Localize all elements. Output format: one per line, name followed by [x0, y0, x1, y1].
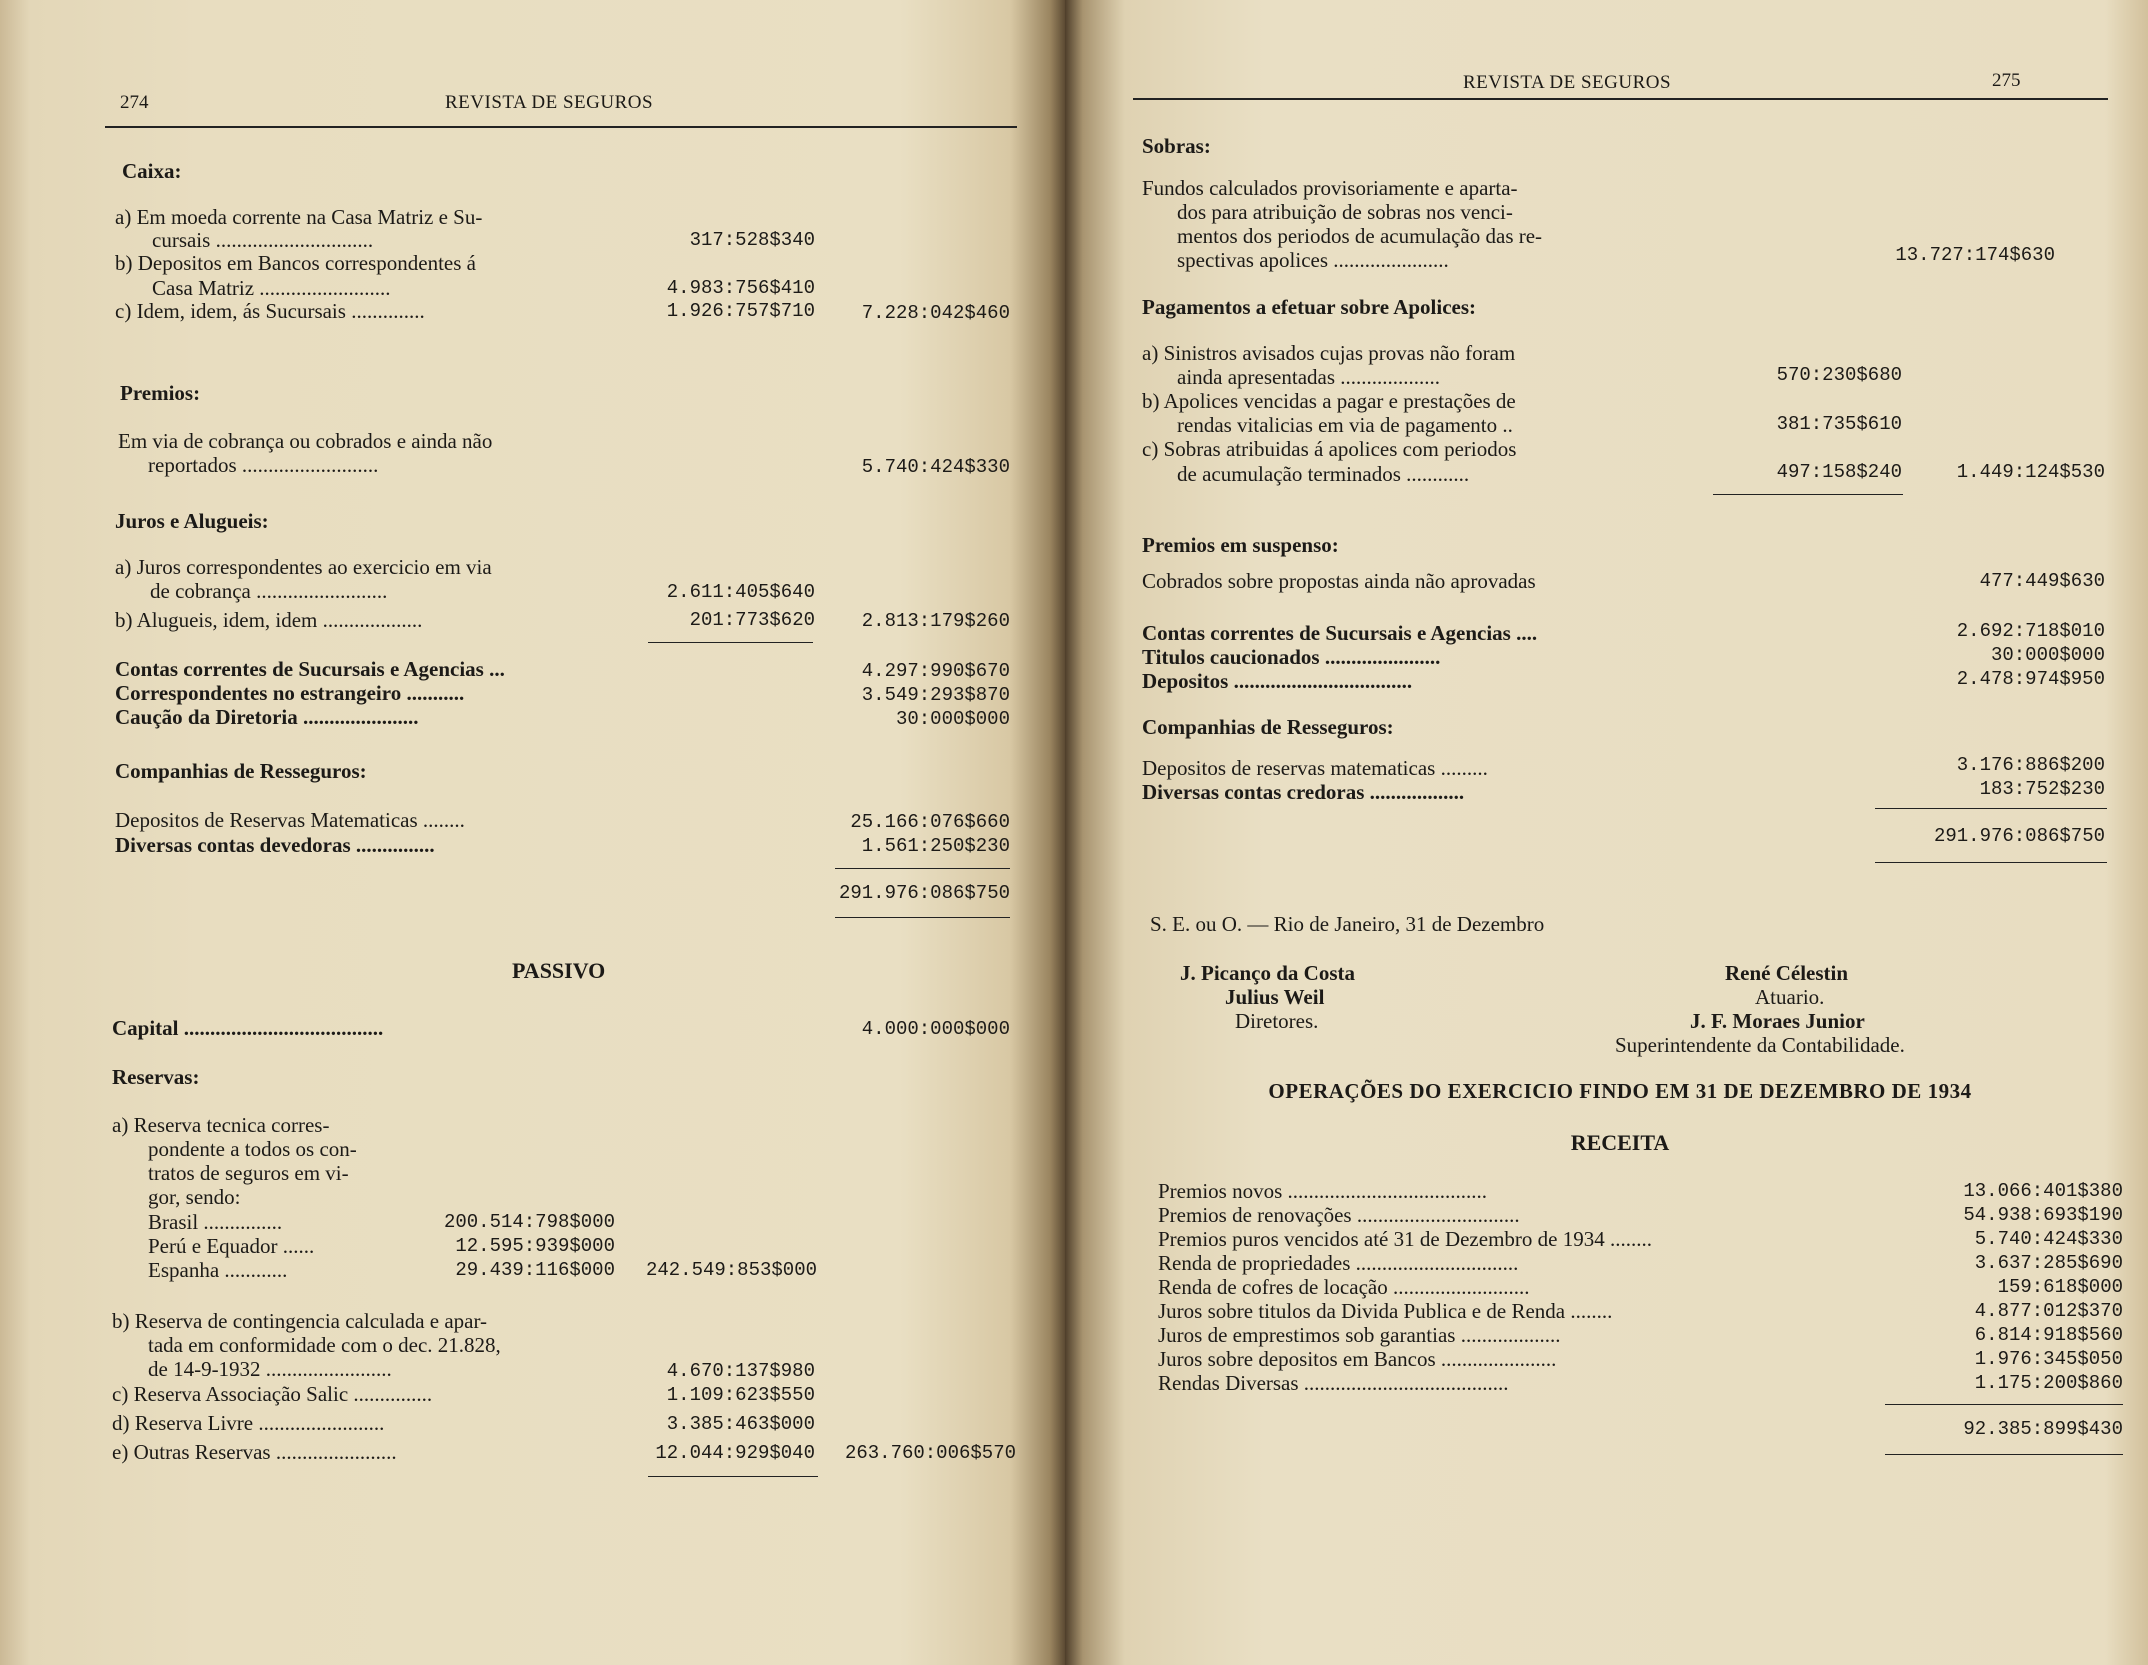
- receita-item-label: Premios novos ......................................: [1158, 1179, 1488, 1203]
- reservas-a-line3: tratos de seguros em vi-: [148, 1161, 349, 1185]
- juros-sum-rule: [648, 642, 813, 643]
- section-heading-resseguros: Companhias de Resseguros:: [1142, 715, 1394, 739]
- section-heading-reservas: Reservas:: [112, 1065, 200, 1089]
- contas-correntes-label: Contas correntes de Sucursais e Agencias ....: [1142, 621, 1538, 645]
- sobras-line1: Fundos calculados provisoriamente e aparta-: [1142, 176, 1518, 200]
- sobras-line3: mentos dos periodos de acumulação das re-: [1177, 224, 1543, 248]
- grand-total: 291.976:086$750: [1933, 825, 2105, 847]
- titulos-value: 30:000$000: [1990, 644, 2105, 666]
- pagamentos-b-line1: b) Apolices vencidas a pagar e prestações de: [1142, 389, 1516, 413]
- signer-role-superintendente: Superintendente da Contabilidade.: [1615, 1033, 1905, 1057]
- resseguros-diversas-value: 183:752$230: [1979, 778, 2105, 800]
- grand-total-rule-top: [1875, 808, 2107, 809]
- juros-a-value: 2.611:405$640: [666, 581, 815, 603]
- operacoes-title: OPERAÇÕES DO EXERCICIO FINDO EM 31 DE DEZEMBRO DE 1934: [1268, 1079, 1972, 1103]
- running-head: REVISTA DE SEGUROS: [445, 92, 654, 113]
- caixa-total: 7.228:042$460: [861, 302, 1010, 324]
- grand-total-rule-bottom: [1875, 862, 2107, 863]
- right-page: [1065, 0, 2148, 1665]
- contas-correntes-label: Contas correntes de Sucursais e Agencias ...: [115, 657, 505, 681]
- receita-item-label: Juros de emprestimos sob garantias ...................: [1158, 1323, 1561, 1347]
- receita-item-label: Premios de renovações ...............................: [1158, 1203, 1520, 1227]
- signer-role-atuario: Atuario.: [1755, 985, 1825, 1009]
- receita-item-value: 3.637:285$690: [1974, 1252, 2123, 1274]
- caucao-value: 30:000$000: [895, 708, 1010, 730]
- pagamentos-b-line2: rendas vitalicias em via de pagamento ..: [1177, 413, 1513, 437]
- resseguros-depositos-label: Depositos de Reservas Matematicas ........: [115, 808, 465, 832]
- reservas-e-line: e) Outras Reservas .......................: [112, 1440, 397, 1464]
- contas-correntes-value: 4.297:990$670: [861, 660, 1010, 682]
- receita-item-value: 13.066:401$380: [1963, 1180, 2123, 1202]
- juros-a-line1: a) Juros correspondentes ao exercicio em via: [115, 555, 492, 579]
- resseguros-depositos-value: 3.176:886$200: [1956, 754, 2105, 776]
- reserva-brasil-label: Brasil ...............: [148, 1210, 283, 1234]
- grand-total-rule-bottom: [835, 917, 1010, 918]
- running-head: REVISTA DE SEGUROS: [1463, 72, 1672, 93]
- capital-label: Capital ......................................: [112, 1016, 384, 1040]
- premios-suspenso-label: Cobrados sobre propostas ainda não aprovadas: [1142, 569, 1536, 593]
- pagamentos-b-value: 381:735$610: [1776, 413, 1902, 435]
- pagamentos-c-line1: c) Sobras atribuidas á apolices com periodos: [1142, 437, 1517, 461]
- pagamentos-c-value: 497:158$240: [1776, 461, 1902, 483]
- caixa-a-line1: a) Em moeda corrente na Casa Matriz e Su-: [115, 205, 483, 229]
- reserva-espanha-label: Espanha ............: [148, 1258, 288, 1282]
- reservas-sum-rule: [648, 1476, 818, 1477]
- caixa-c-line: c) Idem, idem, ás Sucursais ..............: [115, 299, 425, 323]
- receita-heading: RECEITA: [1570, 1130, 1670, 1155]
- receita-item-value: 54.938:693$190: [1963, 1204, 2123, 1226]
- signer-weil: Julius Weil: [1225, 985, 1325, 1009]
- reservas-d-line: d) Reserva Livre ........................: [112, 1411, 385, 1435]
- section-heading-caixa: Caixa:: [122, 159, 182, 183]
- left-page: [0, 0, 1065, 1665]
- reservas-a-line1: a) Reserva tecnica corres-: [112, 1113, 330, 1137]
- depositos-value: 2.478:974$950: [1956, 668, 2105, 690]
- caixa-b-line2: Casa Matriz .........................: [152, 276, 391, 300]
- premios-line1: Em via de cobrança ou cobrados e ainda não: [118, 429, 493, 453]
- signer-role-diretores: Diretores.: [1235, 1009, 1319, 1033]
- section-heading-premios: Premios:: [120, 381, 201, 405]
- reservas-a-line4: gor, sendo:: [148, 1185, 241, 1209]
- signer-moraes: J. F. Moraes Junior: [1690, 1009, 1865, 1033]
- section-heading-sobras: Sobras:: [1142, 134, 1211, 158]
- reservas-b-line2: tada em conformidade com o dec. 21.828,: [148, 1333, 501, 1357]
- resseguros-depositos-label: Depositos de reservas matematicas .........: [1142, 756, 1488, 780]
- reservas-c-value: 1.109:623$550: [666, 1384, 815, 1406]
- pagamentos-c-line2: de acumulação terminados ............: [1177, 462, 1470, 486]
- pagamentos-a-value: 570:230$680: [1776, 364, 1902, 386]
- depositos-label: Depositos ..................................: [1142, 669, 1413, 693]
- receita-item-label: Juros sobre titulos da Divida Publica e de Renda ........: [1158, 1299, 1613, 1323]
- header-rule: [1133, 98, 2108, 100]
- resseguros-diversas-value: 1.561:250$230: [861, 835, 1010, 857]
- section-heading-premios-suspenso: Premios em suspenso:: [1142, 533, 1339, 557]
- caixa-a-line2: cursais ..............................: [152, 228, 374, 252]
- premios-suspenso-value: 477:449$630: [1979, 570, 2105, 592]
- receita-item-value: 5.740:424$330: [1974, 1228, 2123, 1250]
- sobras-line2: dos para atribuição de sobras nos venci-: [1177, 200, 1513, 224]
- signer-picanco: J. Picanço da Costa: [1180, 961, 1355, 985]
- section-heading-resseguros: Companhias de Resseguros:: [115, 759, 367, 783]
- page-number: 275: [1992, 70, 2021, 91]
- receita-item-value: 1.175:200$860: [1974, 1372, 2123, 1394]
- receita-item-label: Renda de cofres de locação ..........................: [1158, 1275, 1530, 1299]
- receita-item-value: 6.814:918$560: [1974, 1324, 2123, 1346]
- header-rule: [105, 126, 1017, 128]
- caixa-a-value: 317:528$340: [689, 229, 815, 251]
- pagamentos-a-line2: ainda apresentadas ...................: [1177, 365, 1441, 389]
- reserva-espanha-value: 29.439:116$000: [455, 1259, 615, 1281]
- section-heading-pagamentos: Pagamentos a efetuar sobre Apolices:: [1142, 295, 1477, 319]
- signer-celestin: René Célestin: [1725, 961, 1849, 985]
- reservas-e-value: 12.044:929$040: [655, 1442, 815, 1464]
- receita-total: 92.385:899$430: [1963, 1418, 2123, 1440]
- juros-b-value: 201:773$620: [689, 609, 815, 631]
- caucao-label: Caução da Diretoria ......................: [115, 705, 419, 729]
- juros-b-line: b) Alugueis, idem, idem ...................: [115, 608, 423, 632]
- caixa-b-value: 4.983:756$410: [666, 277, 815, 299]
- premios-line2: reportados ..........................: [148, 453, 379, 477]
- reservas-total: 263.760:006$570: [844, 1442, 1016, 1464]
- receita-item-value: 4.877:012$370: [1974, 1300, 2123, 1322]
- juros-a-line2: de cobrança .........................: [150, 579, 388, 603]
- premios-total: 5.740:424$330: [861, 456, 1010, 478]
- resseguros-diversas-label: Diversas contas credoras ..................: [1142, 780, 1465, 804]
- resseguros-depositos-value: 25.166:076$660: [850, 811, 1010, 833]
- contas-correntes-value: 2.692:718$010: [1956, 620, 2105, 642]
- correspondentes-label: Correspondentes no estrangeiro ...........: [115, 681, 465, 705]
- reserva-peru-label: Perú e Equador ......: [148, 1234, 315, 1258]
- receita-item-label: Premios puros vencidos até 31 de Dezembro de 1934 ........: [1158, 1227, 1652, 1251]
- caixa-b-line1: b) Depositos em Bancos correspondentes á: [115, 251, 476, 275]
- reservas-b-value: 4.670:137$980: [666, 1360, 815, 1382]
- reserva-a-total: 242.549:853$000: [645, 1259, 817, 1281]
- juros-total: 2.813:179$260: [861, 610, 1010, 632]
- section-heading-juros: Juros e Alugueis:: [115, 509, 269, 533]
- receita-item-value: 1.976:345$050: [1974, 1348, 2123, 1370]
- page-number: 274: [120, 92, 149, 113]
- receita-total-rule-top: [1885, 1404, 2123, 1405]
- pagamentos-a-line1: a) Sinistros avisados cujas provas não foram: [1142, 341, 1516, 365]
- receita-item-value: 159:618$000: [1997, 1276, 2123, 1298]
- titulos-label: Titulos caucionados ......................: [1142, 645, 1441, 669]
- place-date-line: S. E. ou O. — Rio de Janeiro, 31 de Dezembro: [1150, 912, 1545, 936]
- grand-total-rule-top: [835, 868, 1010, 869]
- reserva-brasil-value: 200.514:798$000: [443, 1211, 615, 1233]
- reservas-b-line3: de 14-9-1932 ........................: [148, 1357, 392, 1381]
- correspondentes-value: 3.549:293$870: [861, 684, 1010, 706]
- sobras-value: 13.727:174$630: [1895, 244, 2055, 266]
- reservas-d-value: 3.385:463$000: [666, 1413, 815, 1435]
- reservas-c-line: c) Reserva Associação Salic ...............: [112, 1382, 433, 1406]
- sobras-line4: spectivas apolices ......................: [1177, 248, 1449, 272]
- capital-value: 4.000:000$000: [861, 1018, 1010, 1040]
- receita-item-label: Renda de propriedades ...............................: [1158, 1251, 1519, 1275]
- pagamentos-total: 1.449:124$530: [1956, 461, 2105, 483]
- receita-item-label: Juros sobre depositos em Bancos ......................: [1158, 1347, 1557, 1371]
- resseguros-diversas-label: Diversas contas devedoras ...............: [115, 833, 435, 857]
- pagamentos-sum-rule: [1713, 494, 1903, 495]
- grand-total: 291.976:086$750: [838, 882, 1010, 904]
- reservas-a-line2: pondente a todos os con-: [148, 1137, 357, 1161]
- reserva-peru-value: 12.595:939$000: [455, 1235, 615, 1257]
- reservas-b-line1: b) Reserva de contingencia calculada e apar-: [112, 1309, 488, 1333]
- passivo-heading: PASSIVO: [512, 958, 606, 983]
- receita-total-rule-bottom: [1885, 1454, 2123, 1455]
- receita-item-label: Rendas Diversas .......................................: [1158, 1371, 1509, 1395]
- caixa-c-value: 1.926:757$710: [666, 300, 815, 322]
